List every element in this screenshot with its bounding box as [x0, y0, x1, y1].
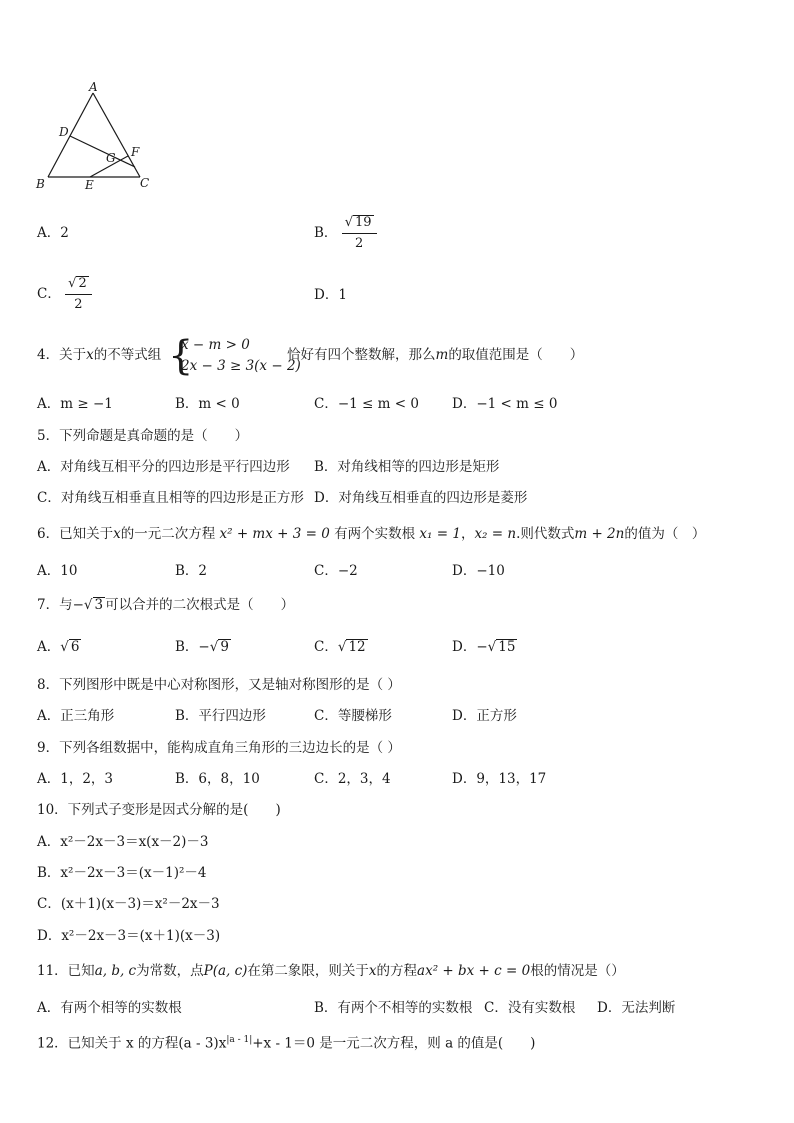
q4-option-b: B．m < 0	[175, 396, 240, 412]
q3-option-c-label: C．	[37, 286, 61, 302]
q7-stem-b: 可以合并的二次根式是（ ）	[105, 597, 295, 613]
q8-option-b: B．平行四边形	[175, 708, 266, 724]
q8-option-d: D．正方形	[452, 708, 517, 724]
q11-stem-b: 为常数，点	[136, 963, 204, 979]
q11-option-a: A．有两个相等的实数根	[37, 1000, 182, 1016]
label-g: G	[106, 151, 116, 165]
q6-var-x: x	[113, 526, 121, 542]
q8-option-a: A．正三角形	[37, 708, 115, 724]
q3-option-b-label: B．	[314, 225, 338, 241]
q4-ineq-2: 2x − 3 ≥ 3(x − 2)	[181, 358, 301, 374]
q11-consts: a, b, c	[94, 963, 137, 979]
q3-c-numerator: 2	[78, 276, 87, 291]
q5-option-a: A．对角线互相平分的四边形是平行四边形	[37, 459, 290, 475]
q7-option-c: C．√ 12	[314, 639, 366, 655]
q3-option-b-fraction: $\frac{√ 19}{2}$	[342, 214, 377, 253]
q6-stem-c: 有两个实数根	[334, 526, 416, 542]
q11-option-c: C．没有实数根	[484, 1000, 576, 1016]
label-c: C	[140, 176, 150, 190]
q7-option-a: A．√ 6	[37, 639, 80, 655]
q8-option-c: C．等腰梯形	[314, 708, 392, 724]
label-a: A	[89, 80, 98, 94]
q6-stem-a: 6．已知关于	[37, 526, 114, 542]
q11-option-d: D．无法判断	[597, 1000, 676, 1016]
q7-option-b: B．−√ 9	[175, 639, 229, 655]
triangle-figure	[30, 78, 160, 193]
q6-expr: m + 2n	[574, 526, 625, 542]
q3-b-numerator: 19	[355, 215, 372, 230]
q9-option-a: A．1，2，3	[37, 771, 114, 787]
q5-stem: 5．下列命题是真命题的是（ ）	[37, 428, 249, 444]
q7-a-radicand: 6	[70, 639, 80, 655]
q7-stem: 7．与−√ 3 可以合并的二次根式是（ ）	[37, 597, 295, 613]
q4-option-c: C．−1 ≤ m < 0	[314, 396, 419, 412]
q12-exponent: |a - 1|	[226, 1035, 253, 1045]
q7-neg: −	[72, 597, 84, 613]
label-e: E	[85, 178, 94, 192]
q7-a-label: A．	[37, 639, 61, 655]
q3-option-d: D．1	[314, 287, 347, 303]
q6-equation: x² + mx + 3 = 0	[219, 526, 330, 542]
q6-stem-d: .则代数式	[516, 526, 575, 542]
q11-equation: ax² + bx + c = 0	[417, 963, 531, 979]
q11-var-x: x	[368, 963, 377, 979]
q5-option-d: D．对角线互相垂直的四边形是菱形	[314, 490, 528, 506]
q3-option-a: A．2	[37, 225, 69, 241]
q6-option-a: A．10	[37, 563, 78, 579]
q4-option-a: A．m ≥ −1	[37, 396, 113, 412]
q3-option-c	[37, 275, 92, 314]
side-ac	[93, 93, 140, 177]
q9-stem: 9．下列各组数据中，能构成直角三角形的三边边长的是（ ）	[37, 740, 401, 756]
q6-stem: 6．已知关于x的一元二次方程 x² + mx + 3 = 0 有两个实数根 x₁ = 1，x₂ = n.则代数式m + 2n的值为（ ）	[37, 526, 706, 542]
q4-mid: 的不等式组	[93, 347, 162, 363]
q11-stem-c: 在第二象限，则关于	[247, 963, 369, 979]
q10-option-c: C．(x＋1)(x－3)＝x²－2x－3	[37, 896, 220, 912]
q6-option-d: D．−10	[452, 563, 505, 579]
q6-stem-b: 的一元二次方程	[120, 526, 216, 542]
q7-stem-a: 7．与	[37, 597, 73, 613]
q11-stem-e: 根的情况是（）	[530, 963, 625, 979]
q5-option-c: C．对角线互相垂直且相等的四边形是正方形	[37, 490, 304, 506]
q6-root2: x₂ = n	[474, 526, 517, 542]
side-ab	[48, 93, 93, 177]
q7-c-label: C．	[314, 639, 338, 655]
label-f: F	[131, 145, 140, 159]
q10-option-a: A．x²－2x－3＝x(x－2)－3	[37, 834, 209, 850]
q12-stem-a: 12．已知关于 x 的方程(a - 3)x	[37, 1035, 227, 1052]
q4-option-d: D．−1 < m ≤ 0	[452, 396, 558, 412]
label-d: D	[59, 125, 69, 139]
q4-suffix: 恰好有四个整数解，那么	[287, 347, 436, 363]
q7-option-d: D．−√ 15	[452, 639, 516, 655]
q3-option-c-fraction: $\frac{√ 2}{2}$	[65, 275, 92, 314]
q6-stem-e: 的值为（ ）	[624, 526, 706, 542]
q7-b-sign: −	[198, 639, 210, 655]
q6-option-c: C．−2	[314, 563, 358, 579]
q4-stem-tail	[287, 346, 583, 364]
q11-option-b: B．有两个不相等的实数根	[314, 1000, 473, 1016]
q9-option-d: D．9，13，17	[452, 771, 547, 787]
q4-brace: {	[168, 333, 194, 379]
q3-b-denominator: 2	[355, 236, 364, 251]
q7-d-label: D．	[452, 639, 477, 655]
q7-radicand: 3	[94, 597, 104, 613]
q10-option-d: D．x²－2x－3＝(x＋1)(x－3)	[37, 928, 221, 944]
q11-point: P(a, c)	[203, 963, 248, 979]
q11-stem-d: 的方程	[376, 963, 418, 979]
q3-c-denominator: 2	[74, 297, 83, 312]
q7-d-radicand: 15	[498, 639, 516, 655]
q4-var-x: x	[86, 347, 94, 363]
q6-option-b: B．2	[175, 563, 208, 579]
q7-d-sign: −	[476, 639, 488, 655]
q4-tail: 的取值范围是（ ）	[448, 347, 584, 363]
q4-ineq-1: x − m > 0	[181, 337, 250, 353]
q8-stem: 8．下列图形中既是中心对称图形，又是轴对称图形的是（ ）	[37, 677, 401, 693]
q10-option-b: B．x²－2x－3＝(x－1)²－4	[37, 865, 207, 881]
q4-prefix: 4．关于	[37, 347, 87, 363]
q11-stem-a: 11．已知	[37, 963, 95, 979]
q3-option-b	[314, 214, 377, 253]
q12-stem-b: +x - 1＝0 是一元二次方程，则 a 的值是( )	[252, 1035, 536, 1052]
q4-stem	[37, 346, 161, 364]
q4-var-m: m	[435, 347, 449, 363]
q9-option-c: C．2，3，4	[314, 771, 391, 787]
q7-b-radicand: 9	[220, 639, 229, 655]
q6-root1: x₁ = 1	[419, 526, 461, 542]
label-b: B	[36, 177, 45, 191]
q12-stem	[37, 1031, 535, 1053]
q5-option-b: B．对角线相等的四边形是矩形	[314, 459, 500, 475]
q9-option-b: B．6，8，10	[175, 771, 260, 787]
q11-stem	[37, 962, 625, 980]
q7-c-radicand: 12	[348, 639, 366, 655]
q10-stem: 10．下列式子变形是因式分解的是( )	[37, 802, 281, 818]
q7-b-label: B．	[175, 639, 199, 655]
